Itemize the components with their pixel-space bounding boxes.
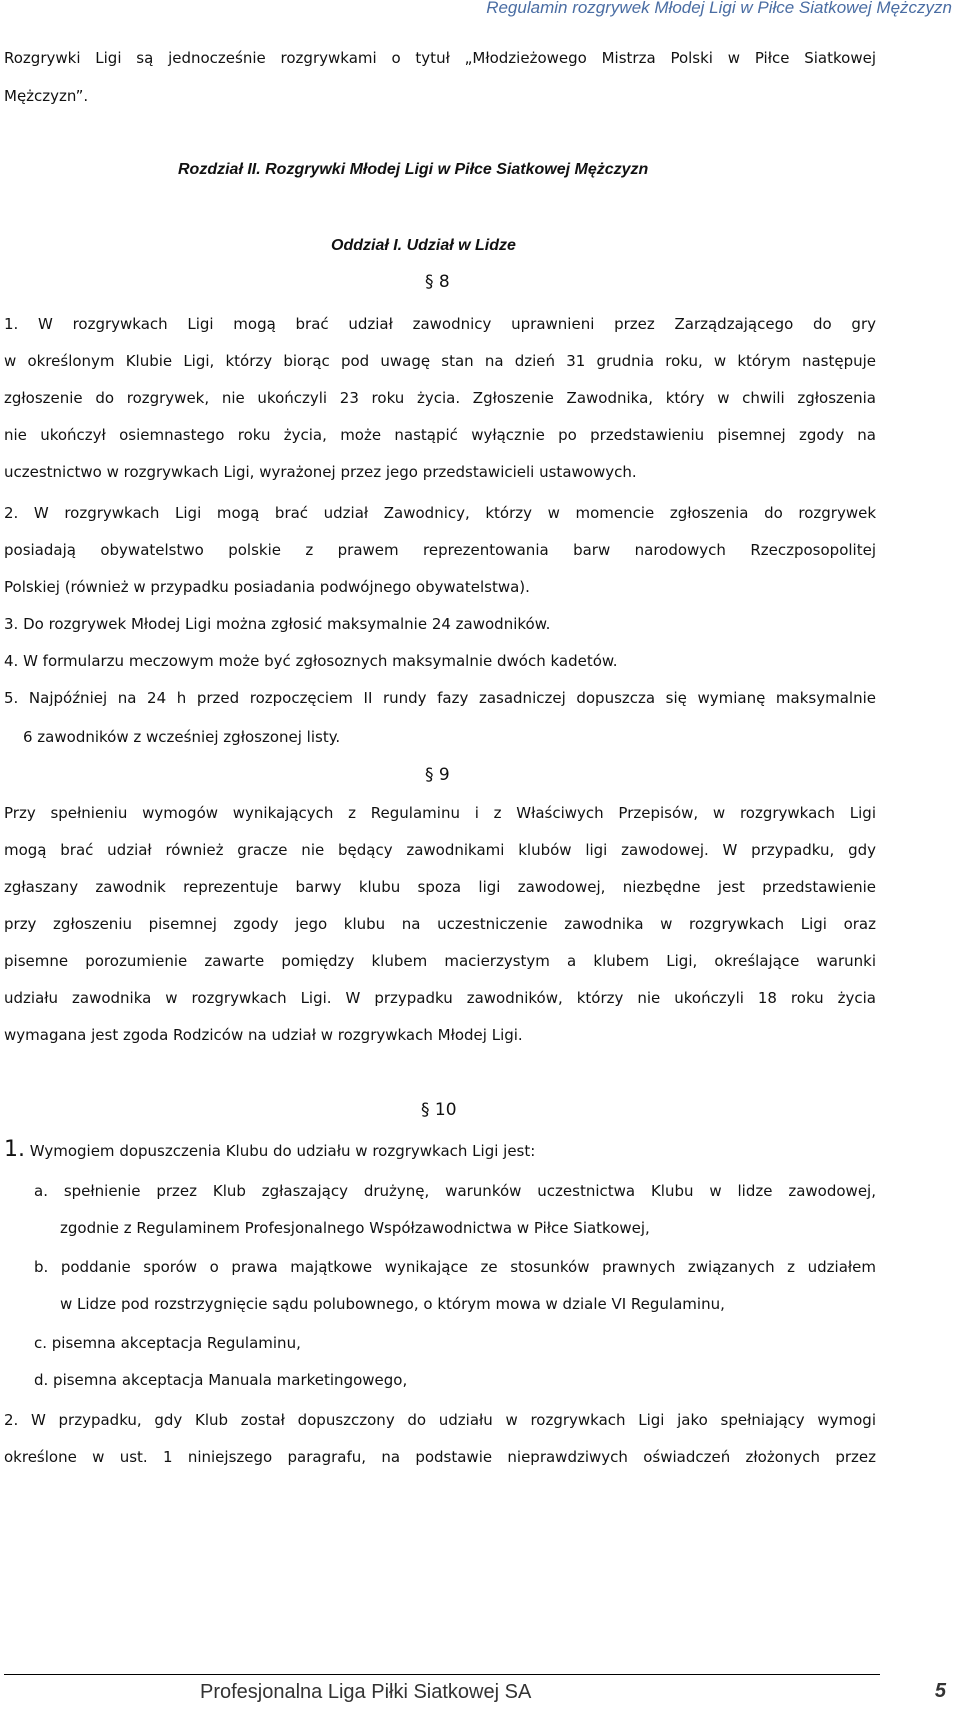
s10-b-line-1: b. poddanie sporów o prawa majątkowe wynikające ze stosunków prawnych związanych z udziałem	[34, 1258, 876, 1276]
s8-p5-line-1: 5. Najpóźniej na 24 h przed rozpoczęciem II rundy fazy zasadniczej dopuszcza się wymianę maksymalnie	[4, 689, 876, 707]
footer-divider	[4, 1674, 880, 1675]
s9-line-4: przy zgłoszeniu pisemnej zgody jego klubu na uczestniczenie zawodnika w rozgrywkach Ligi oraz	[4, 915, 876, 933]
chapter-heading: Rozdział II. Rozgrywki Młodej Ligi w Piłce Siatkowej Mężczyzn	[178, 161, 649, 178]
s8-p2-line-3: Polskiej (również w przypadku posiadania podwójnego obywatelstwa).	[4, 578, 530, 596]
s10-c: c. pisemna akceptacja Regulaminu,	[34, 1334, 301, 1352]
s9-line-2: mogą brać udział również gracze nie będący zawodnikami klubów ligi zawodowej. W przypadku, gdy	[4, 841, 876, 859]
s10-item-2-line-2: określone w ust. 1 niniejszego paragrafu, na podstawie nieprawdziwych oświadczeń złożonych przez	[4, 1448, 876, 1466]
s10-item-2-line-1: 2. W przypadku, gdy Klub został dopuszczony do udziału w rozgrywkach Ligi jako spełniający wymogi	[4, 1411, 876, 1429]
s8-p2-line-2: posiadają obywatelstwo polskie z prawem reprezentowania barw narodowych Rzeczposopolitej	[4, 541, 876, 559]
s10-item-1-text: Wymogiem dopuszczenia Klubu do udziału w rozgrywkach Ligi jest:	[29, 1142, 536, 1160]
s8-p1-line-1: 1. W rozgrywkach Ligi mogą brać udział zawodnicy uprawnieni przez Zarządzającego do gry	[4, 315, 876, 333]
running-header: Regulamin rozgrywek Młodej Ligi w Piłce Siatkowej Mężczyzn	[486, 0, 952, 17]
s9-line-7: wymagana jest zgoda Rodziców na udział w rozgrywkach Młodej Ligi.	[4, 1026, 523, 1044]
s10-d: d. pisemna akceptacja Manuala marketingowego,	[34, 1371, 408, 1389]
s9-line-3: zgłaszany zawodnik reprezentuje barwy klubu spoza ligi zawodowej, niezbędne jest przedstawienie	[4, 878, 876, 896]
s10-a-line-1: a. spełnienie przez Klub zgłaszający drużynę, warunków uczestnictwa Klubu w lidze zawodowej,	[34, 1182, 876, 1200]
s9-line-1: Przy spełnieniu wymogów wynikających z Regulaminu i z Właściwych Przepisów, w rozgrywkach Ligi	[4, 804, 876, 822]
division-heading: Oddział I. Udział w Lidze	[331, 237, 516, 254]
s10-item-1-number: 1.	[4, 1137, 25, 1162]
s8-p1-line-3: zgłoszenie do rozgrywek, nie ukończyli 23 roku życia. Zgłoszenie Zawodnika, który w chwili zgłoszenia	[4, 389, 876, 407]
intro-line-1: Rozgrywki Ligi są jednocześnie rozgrywkami o tytuł „Młodzieżowego Mistrza Polski w Piłce Siatkowej	[4, 49, 876, 67]
s8-p2-line-1: 2. W rozgrywkach Ligi mogą brać udział Zawodnicy, którzy w momencie zgłoszenia do rozgrywek	[4, 504, 876, 522]
s10-item-1	[4, 1137, 536, 1162]
section-9-title: § 9	[425, 765, 450, 785]
s8-p4: 4. W formularzu meczowym może być zgłosoznych maksymalnie dwóch kadetów.	[4, 652, 618, 670]
intro-line-2: Mężczyzn”.	[4, 87, 89, 105]
section-8-title: § 8	[425, 272, 450, 292]
page-number: 5	[934, 1680, 946, 1702]
s10-b-line-2: w Lidze pod rozstrzygnięcie sądu polubownego, o którym mowa w dziale VI Regulaminu,	[60, 1295, 725, 1313]
section-10-title: § 10	[421, 1100, 457, 1120]
s8-p1-line-4: nie ukończył osiemnastego roku życia, może nastąpić wyłącznie po przedstawieniu pisemnej zgody na	[4, 426, 876, 444]
s8-p1-line-5: uczestnictwo w rozgrywkach Ligi, wyrażonej przez jego przedstawicieli ustawowych.	[4, 463, 637, 481]
footer-organization: Profesjonalna Liga Piłki Siatkowej SA	[200, 1681, 532, 1703]
s8-p5-line-2: 6 zawodników z wcześniej zgłoszonej listy.	[23, 728, 341, 746]
s10-a-line-2: zgodnie z Regulaminem Profesjonalnego Współzawodnictwa w Piłce Siatkowej,	[60, 1219, 650, 1237]
s9-line-6: udziału zawodnika w rozgrywkach Ligi. W przypadku zawodników, którzy nie ukończyli 18 roku życia	[4, 989, 876, 1007]
s9-line-5: pisemne porozumienie zawarte pomiędzy klubem macierzystym a klubem Ligi, określające warunki	[4, 952, 876, 970]
s8-p3: 3. Do rozgrywek Młodej Ligi można zgłosić maksymalnie 24 zawodników.	[4, 615, 551, 633]
s8-p1-line-2: w określonym Klubie Ligi, którzy biorąc pod uwagę stan na dzień 31 grudnia roku, w którym następuje	[4, 352, 876, 370]
